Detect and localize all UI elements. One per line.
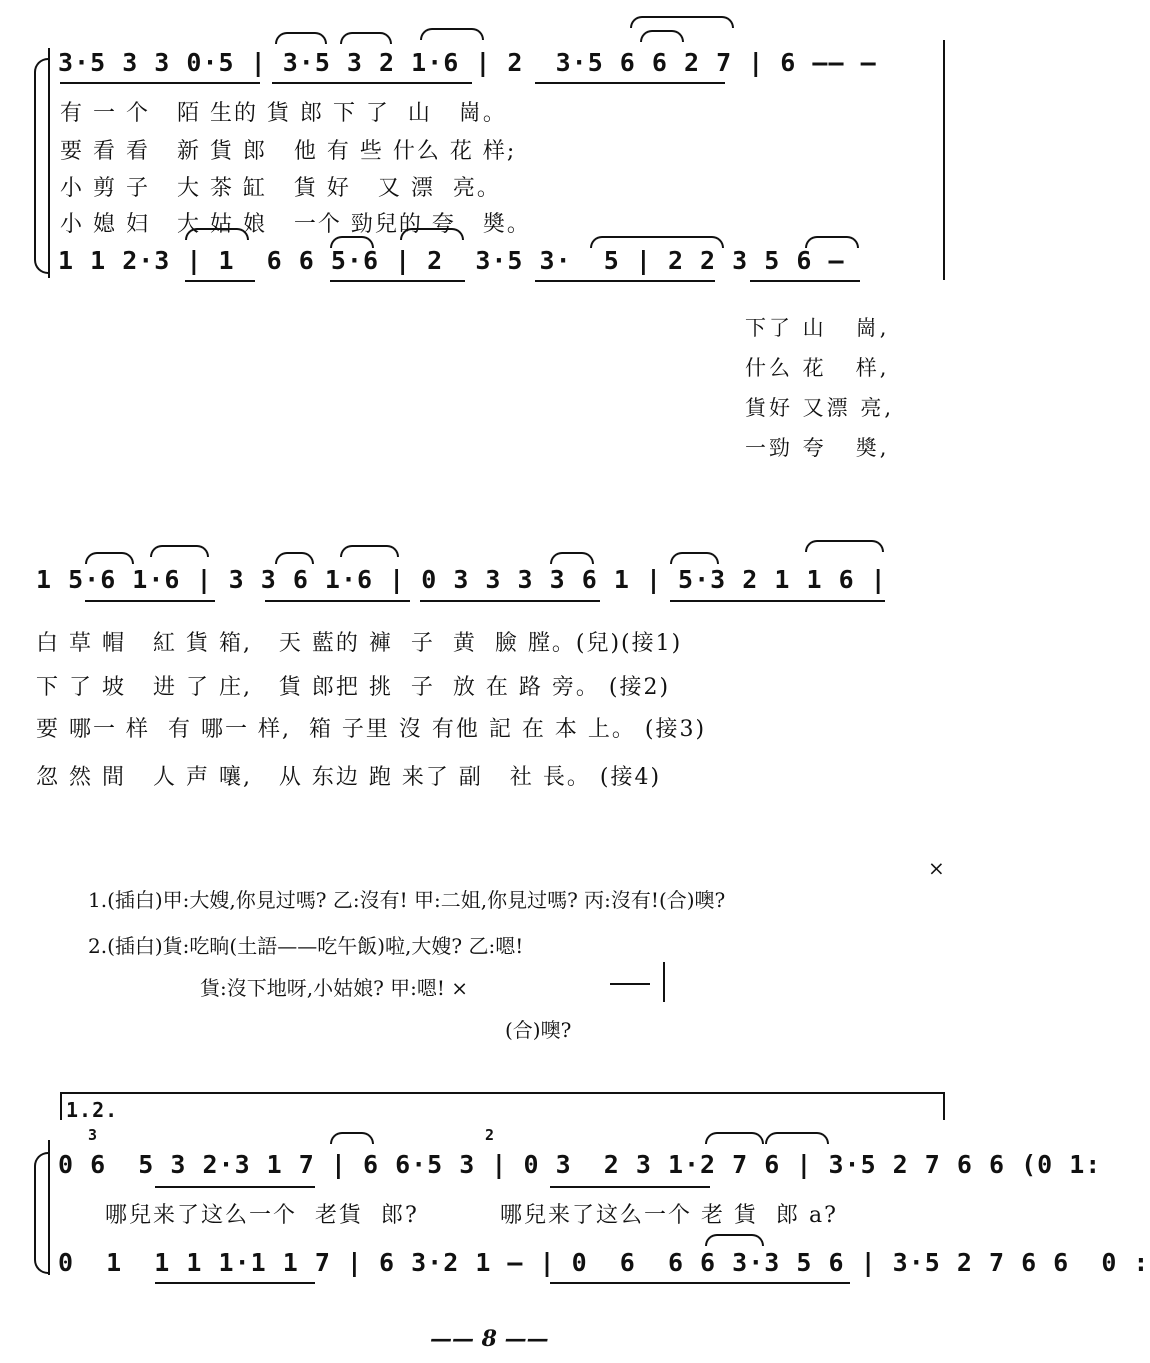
- beam: [670, 600, 885, 602]
- volta-label: 1.2.: [66, 1098, 119, 1122]
- beam: [420, 600, 600, 602]
- volta-end: [943, 1092, 945, 1120]
- beam: [60, 82, 260, 84]
- beam: [155, 1186, 315, 1188]
- grace-note: 2: [485, 1126, 496, 1144]
- refrain-lyric-a: 哪兒来了这么一个 老貨 郎?: [105, 1203, 419, 1228]
- beam: [272, 82, 472, 84]
- side-lyric-1: 下了 山 崗,: [745, 316, 890, 340]
- slur: [765, 1132, 829, 1144]
- spoken-line-3: 貨:沒下地呀,小姑娘? 甲:嗯! ×: [200, 976, 469, 1000]
- beam: [710, 1282, 850, 1284]
- upper-voice-notes-3: 0 6 5 3 2·3 1 7 | 6 6·5 3 | 0 3 2 3 1·2 7 6 | 3·5 2 7 6 6 (0 1:: [58, 1150, 1102, 1179]
- barline-start-3: [48, 1140, 50, 1275]
- beam: [550, 1282, 710, 1284]
- beam: [550, 1186, 710, 1188]
- slur: [150, 545, 209, 557]
- lyric-verse-3: 要 哪一 样 有 哪一 样, 箱 子里 沒 有他 記 在 本 上。 (接3): [36, 717, 707, 742]
- barline-start-1: [48, 48, 50, 278]
- slur: [330, 236, 374, 248]
- slur: [185, 228, 249, 240]
- refrain-lyric-b: 哪兒来了这么一个 老 貨 郎 a?: [500, 1203, 838, 1228]
- lyric-line-2: 要 看 看 新 貨 郎 他 有 些 什么 花 样;: [60, 139, 517, 164]
- lyric-line-1: 有 一 个 陌 生的 貨 郎 下 了 山 崗。: [60, 101, 507, 126]
- slur: [670, 552, 719, 564]
- slur: [330, 1132, 374, 1144]
- grace-note: 3: [88, 1126, 99, 1144]
- spoken-mark: ×: [928, 856, 945, 880]
- slur: [400, 228, 464, 240]
- slur: [275, 552, 314, 564]
- beam: [185, 280, 255, 282]
- melody-notes: 1 5·6 1·6 | 3 3 6 1·6 | 0 3 3 3 3 6 1 | 5·3 2 1 1 6 |: [36, 565, 887, 594]
- lyric-line-3: 小 剪 子 大 茶 缸 貨 好 又 漂 亮。: [60, 176, 501, 201]
- beam: [750, 280, 860, 282]
- slur: [705, 1132, 764, 1144]
- slur: [340, 545, 399, 557]
- slur: [705, 1234, 764, 1246]
- slur: [420, 28, 484, 40]
- side-lyric-2: 什么 花 样,: [745, 356, 890, 380]
- lyric-verse-2: 下 了 坡 进 了 庄, 貨 郎把 挑 子 放 在 路 旁。 (接2): [36, 675, 671, 700]
- side-lyric-4: 一勁 夸 奬,: [745, 436, 890, 460]
- beam: [330, 280, 465, 282]
- lower-voice-notes-3: 0 1 1 1 1·1 1 7 | 6 3·2 1 — | 0 6 6 6 3·3 5 6 | 3·5 2 7 6 6 0 :: [58, 1248, 1150, 1277]
- barline: [663, 962, 665, 1002]
- slur: [85, 552, 134, 564]
- beam: [535, 280, 715, 282]
- lyric-line-4: 小 媳 妇 大 姑 娘 一个 勁兒的 夸 奬。: [60, 212, 531, 237]
- beam: [535, 82, 725, 84]
- barline-end-1: [943, 40, 945, 280]
- slur: [275, 32, 327, 44]
- volta-start: [60, 1092, 62, 1120]
- slur: [640, 30, 684, 42]
- upper-voice-notes: 3·5 3 3 0·5 | 3·5 3 2 1·6 | 2 3·5 6 6 2 7 | 6 —— —: [58, 48, 877, 77]
- volta-line: [60, 1092, 945, 1094]
- spoken-line-2: 2.(插白)貨:吃晌(土語——吃午飯)啦,大嫂? 乙:嗯!: [88, 934, 524, 958]
- slur: [340, 32, 392, 44]
- lower-voice-notes: 1 1 2·3 | 1 6 6 5·6 | 2 3·5 3· 5 | 2 2 3 5 6 —: [58, 246, 845, 275]
- lyric-verse-1: 白 草 帽 紅 貨 箱, 天 藍的 褲 子 黄 臉 膛。(兒)(接1): [36, 631, 683, 656]
- slur: [550, 552, 594, 564]
- beam: [155, 1282, 315, 1284]
- spoken-line-1: 1.(插白)甲:大嫂,你見过嗎? 乙:沒有! 甲:二姐,你見过嗎? 丙:沒有!(合)噢?: [88, 888, 726, 912]
- slur: [630, 16, 734, 28]
- slur: [590, 236, 724, 248]
- page-number: —— 8 ——: [430, 1326, 549, 1352]
- slur: [805, 540, 884, 552]
- beam: [85, 600, 215, 602]
- lyric-verse-4: 忽 然 間 人 声 嚷, 从 东边 跑 来了 副 社 長。 (接4): [36, 765, 662, 790]
- side-lyric-3: 貨好 又漂 亮,: [745, 396, 895, 420]
- glissando-line: [610, 983, 650, 985]
- slur: [805, 236, 859, 248]
- beam: [265, 600, 410, 602]
- spoken-line-4: (合)噢?: [505, 1018, 572, 1042]
